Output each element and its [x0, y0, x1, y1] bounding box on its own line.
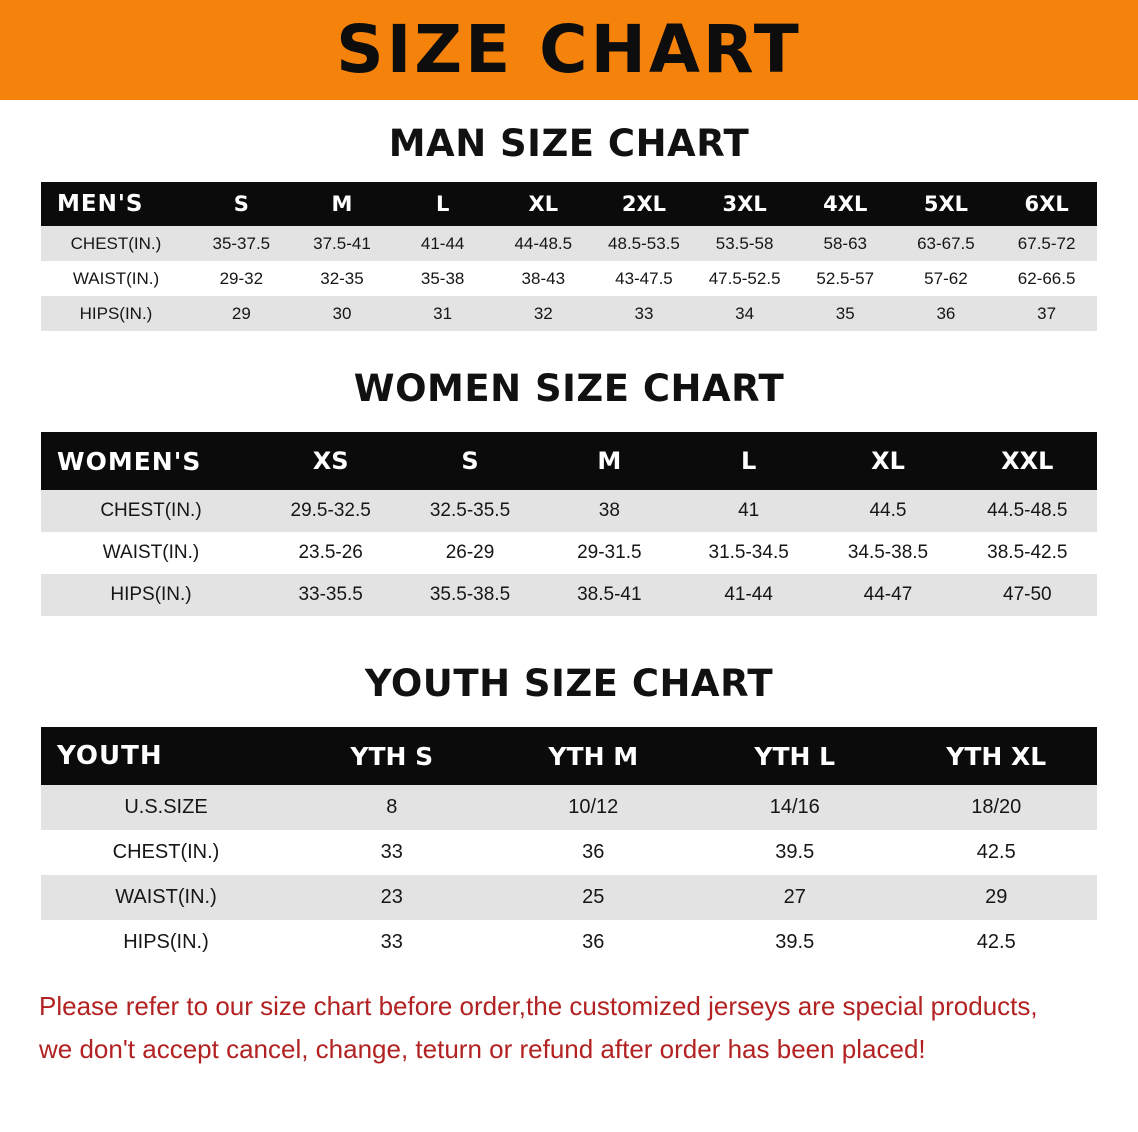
men-row-label-chest: CHEST(IN.)	[41, 226, 191, 261]
men-waist-5xl: 57-62	[896, 261, 997, 296]
women-size-table	[41, 432, 1097, 616]
men-chest-5xl: 63-67.5	[896, 226, 997, 261]
youth-waist-m: 25	[493, 875, 695, 920]
policy-note-line-1: Please refer to our size chart before order,the customized jerseys are special products,	[39, 991, 1038, 1021]
youth-row-label-chest: CHEST(IN.)	[41, 830, 291, 875]
women-chest-xs: 29.5-32.5	[261, 490, 400, 532]
table-row	[41, 875, 1097, 920]
women-header-row	[41, 432, 1097, 490]
men-header-row	[41, 182, 1097, 226]
youth-corner-label: YOUTH	[41, 727, 291, 785]
youth-waist-l: 27	[694, 875, 896, 920]
men-table-body	[41, 226, 1097, 331]
youth-col-2: YTH M	[493, 727, 695, 785]
men-waist-6xl: 62-66.5	[996, 261, 1097, 296]
youth-table-body	[41, 785, 1097, 965]
men-chest-l: 41-44	[392, 226, 493, 261]
youth-col-1: YTH S	[291, 727, 493, 785]
men-row-label-hips: HIPS(IN.)	[41, 296, 191, 331]
men-col-1: S	[191, 182, 292, 226]
page-title: SIZE CHART	[336, 11, 802, 88]
youth-ussize-xl: 18/20	[896, 785, 1098, 830]
men-waist-m: 32-35	[292, 261, 393, 296]
men-col-2: M	[292, 182, 393, 226]
men-table-head	[41, 182, 1097, 226]
men-waist-4xl: 52.5-57	[795, 261, 896, 296]
men-col-4: XL	[493, 182, 594, 226]
youth-size-table-wrapper	[41, 727, 1097, 965]
men-chest-2xl: 48.5-53.5	[594, 226, 695, 261]
men-chest-xl: 44-48.5	[493, 226, 594, 261]
women-chest-m: 38	[540, 490, 679, 532]
men-corner-label: MEN'S	[41, 182, 191, 226]
men-chest-6xl: 67.5-72	[996, 226, 1097, 261]
banner	[0, 0, 1138, 100]
women-hips-m: 38.5-41	[540, 574, 679, 616]
men-col-3: L	[392, 182, 493, 226]
table-row	[41, 920, 1097, 965]
youth-col-3: YTH L	[694, 727, 896, 785]
women-waist-l: 31.5-34.5	[679, 532, 818, 574]
men-waist-3xl: 47.5-52.5	[694, 261, 795, 296]
youth-row-label-ussize: U.S.SIZE	[41, 785, 291, 830]
table-row	[41, 296, 1097, 331]
youth-chest-s: 33	[291, 830, 493, 875]
youth-hips-s: 33	[291, 920, 493, 965]
women-chest-xl: 44.5	[818, 490, 957, 532]
youth-chest-l: 39.5	[694, 830, 896, 875]
men-waist-l: 35-38	[392, 261, 493, 296]
women-size-table-wrapper	[41, 432, 1097, 616]
youth-hips-m: 36	[493, 920, 695, 965]
table-row	[41, 532, 1097, 574]
men-hips-s: 29	[191, 296, 292, 331]
men-chest-s: 35-37.5	[191, 226, 292, 261]
women-chest-s: 32.5-35.5	[400, 490, 539, 532]
women-table-head	[41, 432, 1097, 490]
women-corner-label: WOMEN'S	[41, 432, 261, 490]
men-col-5: 2XL	[594, 182, 695, 226]
men-hips-3xl: 34	[694, 296, 795, 331]
women-col-2: S	[400, 432, 539, 490]
youth-size-table	[41, 727, 1097, 965]
women-waist-xs: 23.5-26	[261, 532, 400, 574]
youth-header-row	[41, 727, 1097, 785]
women-hips-s: 35.5-38.5	[400, 574, 539, 616]
policy-note	[39, 985, 1099, 1071]
women-col-1: XS	[261, 432, 400, 490]
youth-row-label-waist: WAIST(IN.)	[41, 875, 291, 920]
men-hips-4xl: 35	[795, 296, 896, 331]
table-row	[41, 226, 1097, 261]
men-waist-xl: 38-43	[493, 261, 594, 296]
youth-col-4: YTH XL	[896, 727, 1098, 785]
youth-hips-xl: 42.5	[896, 920, 1098, 965]
women-col-4: L	[679, 432, 818, 490]
men-chest-3xl: 53.5-58	[694, 226, 795, 261]
men-hips-xl: 32	[493, 296, 594, 331]
table-row	[41, 830, 1097, 875]
table-row	[41, 574, 1097, 616]
men-hips-6xl: 37	[996, 296, 1097, 331]
men-hips-l: 31	[392, 296, 493, 331]
men-chest-m: 37.5-41	[292, 226, 393, 261]
men-hips-5xl: 36	[896, 296, 997, 331]
men-waist-2xl: 43-47.5	[594, 261, 695, 296]
women-waist-xxl: 38.5-42.5	[958, 532, 1097, 574]
youth-ussize-l: 14/16	[694, 785, 896, 830]
youth-ussize-s: 8	[291, 785, 493, 830]
men-col-7: 4XL	[795, 182, 896, 226]
man-size-table-wrapper	[41, 182, 1097, 331]
youth-chest-m: 36	[493, 830, 695, 875]
women-chest-xxl: 44.5-48.5	[958, 490, 1097, 532]
men-waist-s: 29-32	[191, 261, 292, 296]
youth-ussize-m: 10/12	[493, 785, 695, 830]
men-col-9: 6XL	[996, 182, 1097, 226]
women-col-5: XL	[818, 432, 957, 490]
women-waist-xl: 34.5-38.5	[818, 532, 957, 574]
women-chest-l: 41	[679, 490, 818, 532]
man-section-heading: MAN SIZE CHART	[388, 122, 750, 165]
youth-section-heading: YOUTH SIZE CHART	[364, 662, 774, 705]
youth-hips-l: 39.5	[694, 920, 896, 965]
men-col-6: 3XL	[694, 182, 795, 226]
youth-chest-xl: 42.5	[896, 830, 1098, 875]
youth-waist-xl: 29	[896, 875, 1098, 920]
men-col-8: 5XL	[896, 182, 997, 226]
table-row	[41, 261, 1097, 296]
women-waist-s: 26-29	[400, 532, 539, 574]
man-size-table	[41, 182, 1097, 331]
men-hips-2xl: 33	[594, 296, 695, 331]
table-row	[41, 785, 1097, 830]
women-hips-xl: 44-47	[818, 574, 957, 616]
women-hips-l: 41-44	[679, 574, 818, 616]
men-hips-m: 30	[292, 296, 393, 331]
men-chest-4xl: 58-63	[795, 226, 896, 261]
women-table-body	[41, 490, 1097, 616]
policy-note-line-2: we don't accept cancel, change, teturn or refund after order has been placed!	[39, 1033, 926, 1064]
women-section-heading: WOMEN SIZE CHART	[353, 367, 785, 410]
women-row-label-chest: CHEST(IN.)	[41, 490, 261, 532]
table-row	[41, 490, 1097, 532]
women-hips-xxl: 47-50	[958, 574, 1097, 616]
women-hips-xs: 33-35.5	[261, 574, 400, 616]
women-waist-m: 29-31.5	[540, 532, 679, 574]
women-col-3: M	[540, 432, 679, 490]
youth-waist-s: 23	[291, 875, 493, 920]
men-row-label-waist: WAIST(IN.)	[41, 261, 191, 296]
women-col-6: XXL	[958, 432, 1097, 490]
women-row-label-waist: WAIST(IN.)	[41, 532, 261, 574]
youth-row-label-hips: HIPS(IN.)	[41, 920, 291, 965]
youth-table-head	[41, 727, 1097, 785]
women-row-label-hips: HIPS(IN.)	[41, 574, 261, 616]
